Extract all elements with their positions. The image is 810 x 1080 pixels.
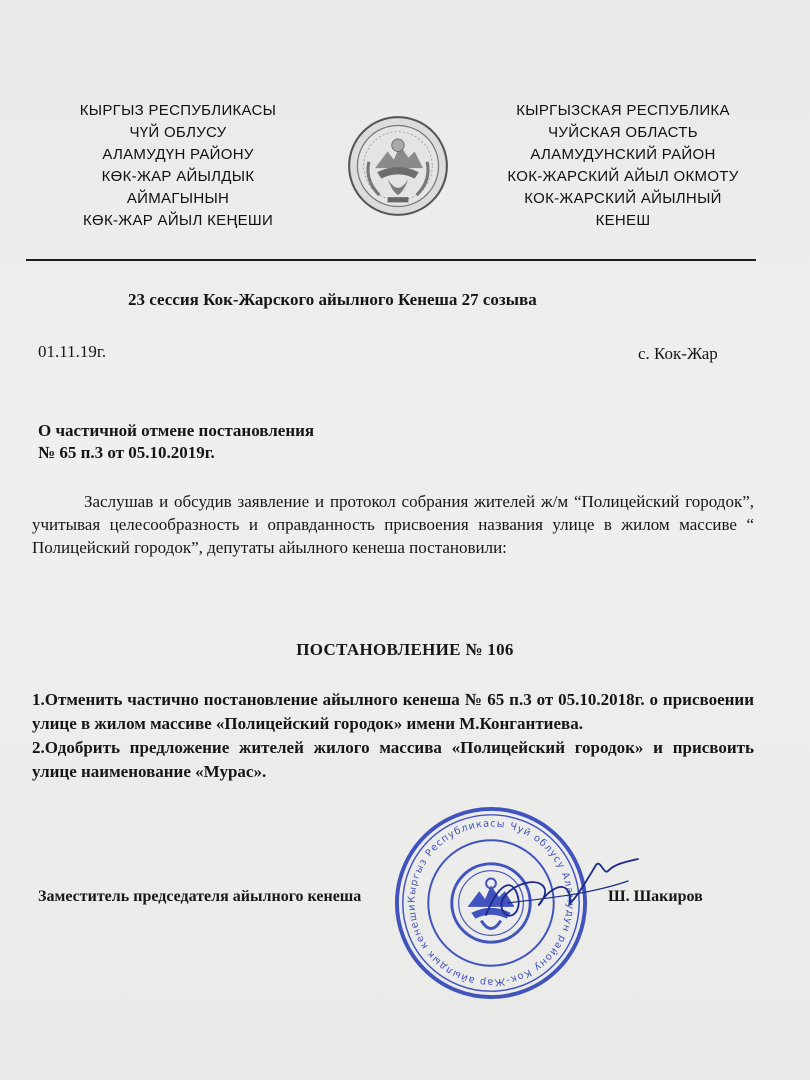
subject-line-1: О частичной отмене постановления — [38, 421, 315, 440]
resolution-items — [32, 688, 754, 784]
document-date: 01.11.19г. — [38, 342, 107, 361]
header-left-line-2: ЧҮЙ ОБЛУСУ — [129, 124, 227, 141]
header-right-line-1: КЫРГЫЗСКАЯ РЕСПУБЛИКА — [516, 102, 730, 119]
resolution-title: ПОСТАНОВЛЕНИЕ № 106 — [296, 640, 514, 659]
handwritten-signature-icon — [478, 845, 648, 935]
header-right-line-5: КОК-ЖАРСКИЙ АЙЫЛНЫЙ — [524, 190, 722, 207]
header-divider — [26, 259, 756, 261]
header-left-line-5: АЙМАГЫНЫН — [126, 190, 230, 207]
state-emblem-icon — [346, 114, 450, 218]
subject-line-2: № 65 п.3 от 05.10.2019г. — [38, 443, 215, 462]
preamble-text: Заслушав и обсудив заявление и протокол собрания жителей ж/м “Полицейский городок”, учитывая целесообразность и оправданность присвоения названия улице в жилом массиве “ Полицейский городок”, депутаты айылного кенеша постановили: — [32, 492, 754, 557]
header-right-line-3: АЛАМУДУНСКИЙ РАЙОН — [530, 146, 716, 163]
header-left-line-3: АЛАМУДҮН РАЙОНУ — [102, 146, 254, 163]
session-title: 23 сессия Кок-Жарского айылного Кенеша 27 созыва — [128, 290, 537, 309]
header-left-line-6: КӨК-ЖАР АЙЫЛ КЕҢЕШИ — [82, 212, 274, 229]
header-right-line-2: ЧУЙСКАЯ ОБЛАСТЬ — [548, 124, 698, 141]
resolution-item-1: 1.Отменить частично постановление айылного кенеша № 65 п.3 от 05.10.2018г. о присвоении улице в жилом массиве «Полицейский городок» имени М.Конгантиева. — [32, 690, 754, 733]
document-place: с. Кок-Жар — [638, 344, 718, 363]
signatory-name: Ш. Шакиров — [608, 888, 703, 905]
header-right-line-6: КЕНЕШ — [595, 212, 651, 229]
header-right-line-4: КОК-ЖАРСКИЙ АЙЫЛ ОКМОТУ — [507, 168, 739, 185]
subject-heading — [38, 420, 314, 464]
header-left-line-1: КЫРГЫЗ РЕСПУБЛИКАСЫ — [79, 102, 277, 119]
header-russian-block — [478, 100, 768, 232]
stamp-ring-text: Кыргыз Республикасы Чуй облусу Аламудун району Кок-Жар айылдык кенеши — [406, 818, 576, 988]
resolution-item-2: 2.Одобрить предложение жителей жилого массива «Полицейский городок» и присвоить улице наименование «Мурас». — [32, 738, 754, 781]
preamble-paragraph — [32, 490, 754, 559]
signatory-role: Заместитель председателя айылного кенеша — [38, 888, 362, 905]
header-kyrgyz-block — [28, 100, 328, 232]
header-left-line-4: КӨК-ЖАР АЙЫЛДЫК — [101, 168, 255, 185]
